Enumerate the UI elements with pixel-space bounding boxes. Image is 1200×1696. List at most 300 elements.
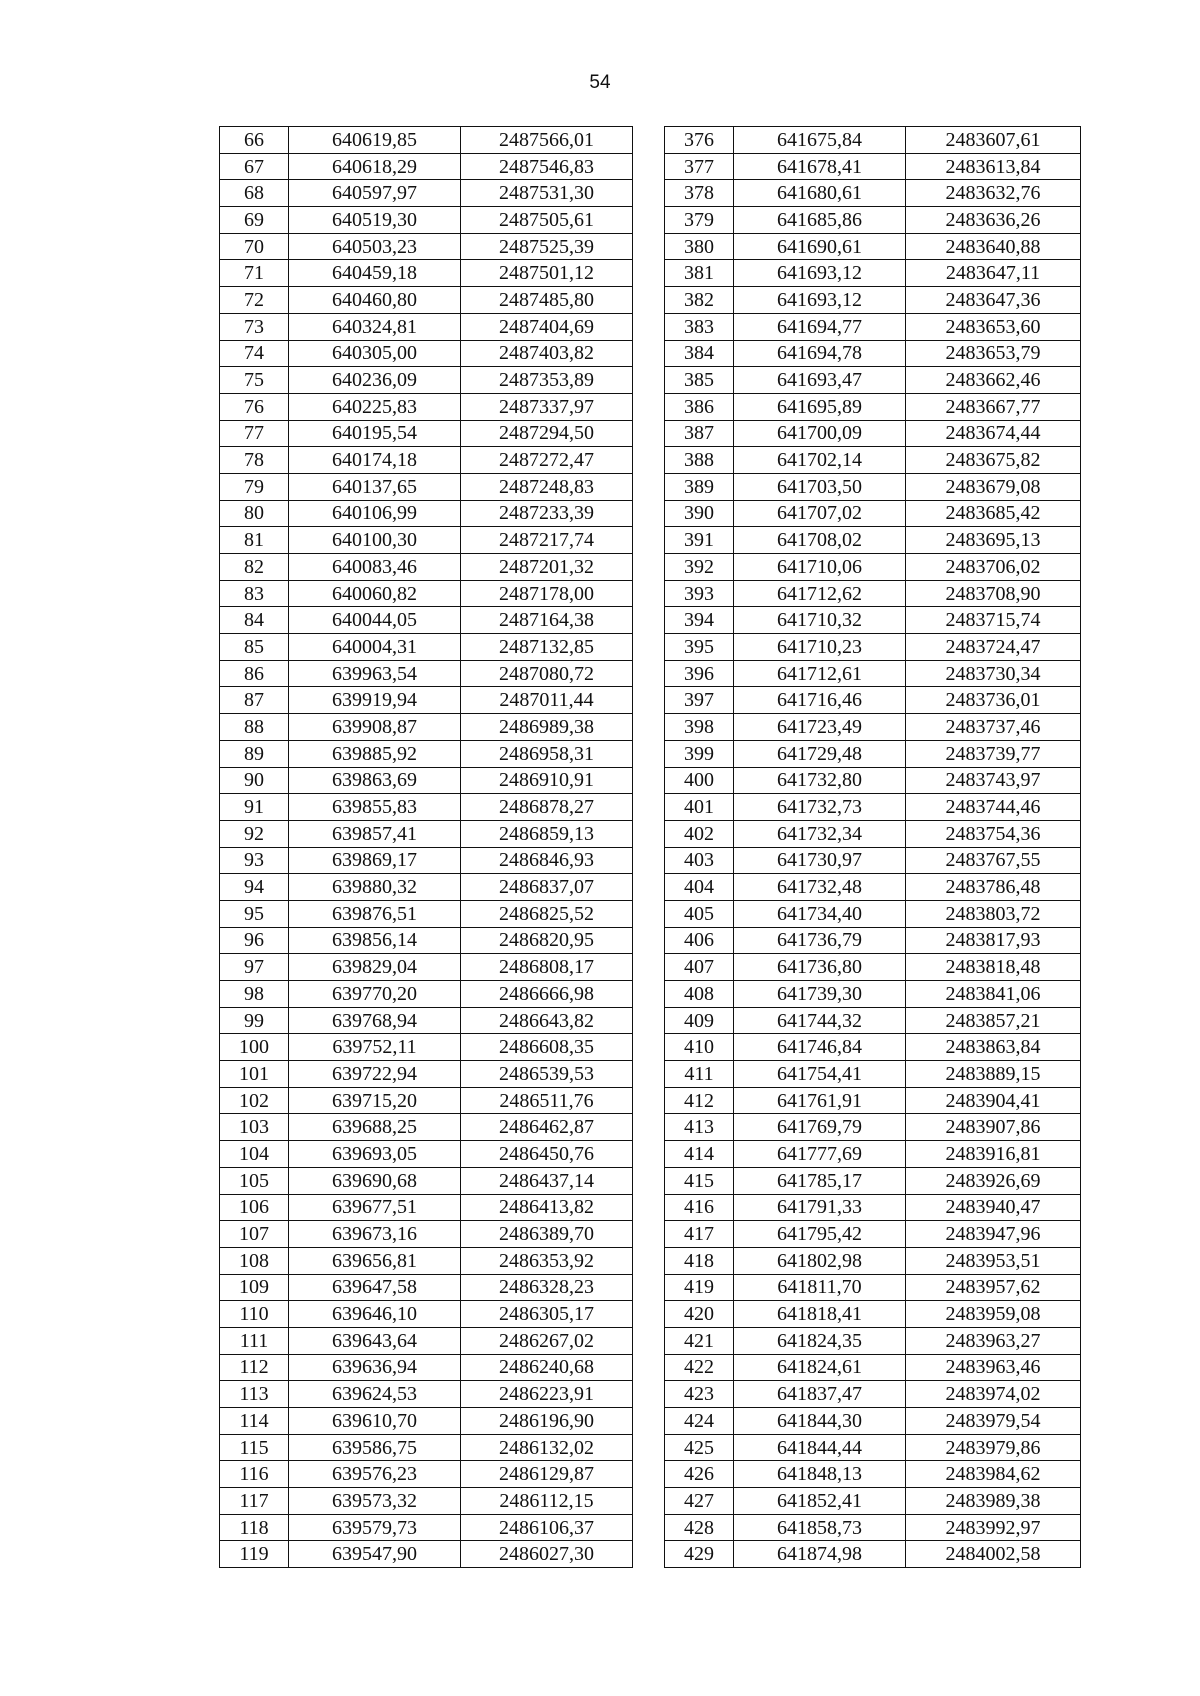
right-y-coordinate: 2483974,02: [906, 1381, 1081, 1408]
right-y-coordinate: 2483743,97: [906, 767, 1081, 794]
right-y-coordinate: 2483992,97: [906, 1514, 1081, 1541]
right-x-coordinate: 641707,02: [734, 500, 906, 527]
right-x-coordinate: 641739,30: [734, 981, 906, 1008]
column-gap: [633, 1007, 665, 1034]
right-y-coordinate: 2483695,13: [906, 527, 1081, 554]
column-gap: [633, 1354, 665, 1381]
right-x-coordinate: 641690,61: [734, 233, 906, 260]
table-row: [220, 527, 1081, 554]
right-point-number: 392: [665, 554, 734, 581]
column-gap: [633, 927, 665, 954]
right-point-number: 413: [665, 1114, 734, 1141]
left-x-coordinate: 639919,94: [289, 687, 461, 714]
column-gap: [633, 740, 665, 767]
left-y-coordinate: 2487217,74: [461, 527, 633, 554]
column-gap: [633, 607, 665, 634]
table-row: [220, 740, 1081, 767]
right-y-coordinate: 2483959,08: [906, 1301, 1081, 1328]
left-point-number: 90: [220, 767, 289, 794]
right-point-number: 402: [665, 820, 734, 847]
left-point-number: 113: [220, 1381, 289, 1408]
left-y-coordinate: 2486112,15: [461, 1488, 633, 1515]
right-point-number: 393: [665, 580, 734, 607]
right-point-number: 390: [665, 500, 734, 527]
left-y-coordinate: 2487566,01: [461, 127, 633, 154]
left-x-coordinate: 639857,41: [289, 820, 461, 847]
right-x-coordinate: 641795,42: [734, 1221, 906, 1248]
left-y-coordinate: 2487353,89: [461, 367, 633, 394]
left-point-number: 110: [220, 1301, 289, 1328]
table-row: [220, 1514, 1081, 1541]
left-y-coordinate: 2486859,13: [461, 820, 633, 847]
left-point-number: 66: [220, 127, 289, 154]
column-gap: [633, 1114, 665, 1141]
left-point-number: 95: [220, 900, 289, 927]
left-y-coordinate: 2487531,30: [461, 180, 633, 207]
right-y-coordinate: 2483916,81: [906, 1141, 1081, 1168]
left-point-number: 100: [220, 1034, 289, 1061]
table-row: [220, 1461, 1081, 1488]
column-gap: [633, 1034, 665, 1061]
table-row: [220, 313, 1081, 340]
left-y-coordinate: 2487525,39: [461, 233, 633, 260]
left-y-coordinate: 2486267,02: [461, 1327, 633, 1354]
right-point-number: 422: [665, 1354, 734, 1381]
right-y-coordinate: 2483636,26: [906, 207, 1081, 234]
column-gap: [633, 1274, 665, 1301]
table-row: [220, 1221, 1081, 1248]
right-x-coordinate: 641700,09: [734, 420, 906, 447]
left-point-number: 97: [220, 954, 289, 981]
column-gap: [633, 634, 665, 661]
left-y-coordinate: 2487337,97: [461, 393, 633, 420]
left-point-number: 116: [220, 1461, 289, 1488]
left-point-number: 112: [220, 1354, 289, 1381]
left-x-coordinate: 639856,14: [289, 927, 461, 954]
right-x-coordinate: 641693,47: [734, 367, 906, 394]
table-row: [220, 714, 1081, 741]
right-y-coordinate: 2483984,62: [906, 1461, 1081, 1488]
column-gap: [633, 1488, 665, 1515]
left-x-coordinate: 639908,87: [289, 714, 461, 741]
column-gap: [633, 1301, 665, 1328]
right-y-coordinate: 2483953,51: [906, 1247, 1081, 1274]
column-gap: [633, 714, 665, 741]
left-y-coordinate: 2487248,83: [461, 473, 633, 500]
right-x-coordinate: 641712,61: [734, 660, 906, 687]
left-x-coordinate: 639869,17: [289, 847, 461, 874]
left-y-coordinate: 2486240,68: [461, 1354, 633, 1381]
right-y-coordinate: 2483963,27: [906, 1327, 1081, 1354]
left-point-number: 91: [220, 794, 289, 821]
left-point-number: 102: [220, 1087, 289, 1114]
right-y-coordinate: 2483889,15: [906, 1061, 1081, 1088]
right-point-number: 416: [665, 1194, 734, 1221]
left-point-number: 84: [220, 607, 289, 634]
left-point-number: 67: [220, 153, 289, 180]
right-point-number: 403: [665, 847, 734, 874]
left-y-coordinate: 2486846,93: [461, 847, 633, 874]
right-point-number: 385: [665, 367, 734, 394]
right-x-coordinate: 641769,79: [734, 1114, 906, 1141]
column-gap: [633, 207, 665, 234]
left-x-coordinate: 640519,30: [289, 207, 461, 234]
right-x-coordinate: 641837,47: [734, 1381, 906, 1408]
right-point-number: 401: [665, 794, 734, 821]
left-x-coordinate: 639722,94: [289, 1061, 461, 1088]
left-x-coordinate: 639688,25: [289, 1114, 461, 1141]
right-x-coordinate: 641844,44: [734, 1434, 906, 1461]
left-x-coordinate: 640236,09: [289, 367, 461, 394]
table-row: [220, 580, 1081, 607]
table-row: [220, 900, 1081, 927]
left-x-coordinate: 640004,31: [289, 634, 461, 661]
left-y-coordinate: 2486129,87: [461, 1461, 633, 1488]
right-x-coordinate: 641848,13: [734, 1461, 906, 1488]
right-point-number: 382: [665, 287, 734, 314]
right-point-number: 412: [665, 1087, 734, 1114]
table-row: [220, 874, 1081, 901]
column-gap: [633, 180, 665, 207]
right-x-coordinate: 641824,61: [734, 1354, 906, 1381]
left-y-coordinate: 2486413,82: [461, 1194, 633, 1221]
left-y-coordinate: 2487505,61: [461, 207, 633, 234]
right-point-number: 398: [665, 714, 734, 741]
column-gap: [633, 1434, 665, 1461]
right-point-number: 419: [665, 1274, 734, 1301]
left-point-number: 93: [220, 847, 289, 874]
left-x-coordinate: 639624,53: [289, 1381, 461, 1408]
right-x-coordinate: 641680,61: [734, 180, 906, 207]
right-x-coordinate: 641732,73: [734, 794, 906, 821]
left-x-coordinate: 640083,46: [289, 554, 461, 581]
left-y-coordinate: 2486106,37: [461, 1514, 633, 1541]
column-gap: [633, 473, 665, 500]
column-gap: [633, 1408, 665, 1435]
right-point-number: 378: [665, 180, 734, 207]
table-row: [220, 954, 1081, 981]
left-y-coordinate: 2487404,69: [461, 313, 633, 340]
column-gap: [633, 900, 665, 927]
right-x-coordinate: 641844,30: [734, 1408, 906, 1435]
right-y-coordinate: 2483685,42: [906, 500, 1081, 527]
right-y-coordinate: 2483818,48: [906, 954, 1081, 981]
left-y-coordinate: 2486437,14: [461, 1167, 633, 1194]
right-y-coordinate: 2483647,36: [906, 287, 1081, 314]
left-x-coordinate: 639863,69: [289, 767, 461, 794]
column-gap: [633, 1194, 665, 1221]
left-y-coordinate: 2486666,98: [461, 981, 633, 1008]
coordinates-table-body: [220, 127, 1081, 1568]
right-point-number: 377: [665, 153, 734, 180]
right-y-coordinate: 2483647,11: [906, 260, 1081, 287]
left-x-coordinate: 640100,30: [289, 527, 461, 554]
right-y-coordinate: 2483841,06: [906, 981, 1081, 1008]
left-point-number: 77: [220, 420, 289, 447]
right-y-coordinate: 2483739,77: [906, 740, 1081, 767]
column-gap: [633, 981, 665, 1008]
column-gap: [633, 1167, 665, 1194]
left-point-number: 94: [220, 874, 289, 901]
left-x-coordinate: 640195,54: [289, 420, 461, 447]
right-x-coordinate: 641694,77: [734, 313, 906, 340]
right-point-number: 406: [665, 927, 734, 954]
table-row: [220, 1434, 1081, 1461]
left-point-number: 89: [220, 740, 289, 767]
column-gap: [633, 687, 665, 714]
table-row: [220, 820, 1081, 847]
table-row: [220, 420, 1081, 447]
right-x-coordinate: 641852,41: [734, 1488, 906, 1515]
left-point-number: 106: [220, 1194, 289, 1221]
right-x-coordinate: 641716,46: [734, 687, 906, 714]
left-y-coordinate: 2486989,38: [461, 714, 633, 741]
left-point-number: 73: [220, 313, 289, 340]
table-row: [220, 1381, 1081, 1408]
left-y-coordinate: 2486450,76: [461, 1141, 633, 1168]
table-row: [220, 127, 1081, 154]
left-point-number: 69: [220, 207, 289, 234]
left-x-coordinate: 639677,51: [289, 1194, 461, 1221]
left-point-number: 86: [220, 660, 289, 687]
left-y-coordinate: 2487501,12: [461, 260, 633, 287]
left-point-number: 75: [220, 367, 289, 394]
table-row: [220, 1541, 1081, 1568]
column-gap: [633, 1541, 665, 1568]
right-y-coordinate: 2483662,46: [906, 367, 1081, 394]
left-x-coordinate: 639885,92: [289, 740, 461, 767]
left-x-coordinate: 639646,10: [289, 1301, 461, 1328]
left-point-number: 92: [220, 820, 289, 847]
left-point-number: 107: [220, 1221, 289, 1248]
right-x-coordinate: 641702,14: [734, 447, 906, 474]
right-y-coordinate: 2483730,34: [906, 660, 1081, 687]
left-x-coordinate: 639768,94: [289, 1007, 461, 1034]
right-x-coordinate: 641858,73: [734, 1514, 906, 1541]
column-gap: [633, 313, 665, 340]
table-row: [220, 1141, 1081, 1168]
left-x-coordinate: 639576,23: [289, 1461, 461, 1488]
column-gap: [633, 1061, 665, 1088]
right-point-number: 388: [665, 447, 734, 474]
left-y-coordinate: 2486643,82: [461, 1007, 633, 1034]
table-row: [220, 287, 1081, 314]
left-point-number: 96: [220, 927, 289, 954]
left-y-coordinate: 2486820,95: [461, 927, 633, 954]
column-gap: [633, 447, 665, 474]
table-row: [220, 1114, 1081, 1141]
table-row: [220, 1167, 1081, 1194]
left-x-coordinate: 640225,83: [289, 393, 461, 420]
right-x-coordinate: 641811,70: [734, 1274, 906, 1301]
right-x-coordinate: 641785,17: [734, 1167, 906, 1194]
right-x-coordinate: 641694,78: [734, 340, 906, 367]
right-point-number: 387: [665, 420, 734, 447]
right-y-coordinate: 2483632,76: [906, 180, 1081, 207]
column-gap: [633, 340, 665, 367]
table-row: [220, 207, 1081, 234]
left-y-coordinate: 2486132,02: [461, 1434, 633, 1461]
right-x-coordinate: 641791,33: [734, 1194, 906, 1221]
table-row: [220, 554, 1081, 581]
left-x-coordinate: 640106,99: [289, 500, 461, 527]
left-x-coordinate: 639829,04: [289, 954, 461, 981]
right-point-number: 376: [665, 127, 734, 154]
column-gap: [633, 500, 665, 527]
right-y-coordinate: 2483979,86: [906, 1434, 1081, 1461]
left-x-coordinate: 640305,00: [289, 340, 461, 367]
right-y-coordinate: 2483674,44: [906, 420, 1081, 447]
table-row: [220, 634, 1081, 661]
right-x-coordinate: 641824,35: [734, 1327, 906, 1354]
right-point-number: 428: [665, 1514, 734, 1541]
right-point-number: 424: [665, 1408, 734, 1435]
left-y-coordinate: 2487233,39: [461, 500, 633, 527]
right-y-coordinate: 2483708,90: [906, 580, 1081, 607]
left-x-coordinate: 640459,18: [289, 260, 461, 287]
right-point-number: 418: [665, 1247, 734, 1274]
column-gap: [633, 1327, 665, 1354]
left-y-coordinate: 2487546,83: [461, 153, 633, 180]
right-point-number: 411: [665, 1061, 734, 1088]
left-x-coordinate: 640174,18: [289, 447, 461, 474]
left-x-coordinate: 639547,90: [289, 1541, 461, 1568]
right-y-coordinate: 2483653,60: [906, 313, 1081, 340]
table-row: [220, 847, 1081, 874]
left-point-number: 68: [220, 180, 289, 207]
right-point-number: 405: [665, 900, 734, 927]
column-gap: [633, 393, 665, 420]
column-gap: [633, 847, 665, 874]
left-y-coordinate: 2486878,27: [461, 794, 633, 821]
left-point-number: 118: [220, 1514, 289, 1541]
column-gap: [633, 954, 665, 981]
right-x-coordinate: 641746,84: [734, 1034, 906, 1061]
column-gap: [633, 287, 665, 314]
table-row: [220, 794, 1081, 821]
left-x-coordinate: 640324,81: [289, 313, 461, 340]
table-row: [220, 1301, 1081, 1328]
right-y-coordinate: 2483926,69: [906, 1167, 1081, 1194]
table-row: [220, 1274, 1081, 1301]
table-row: [220, 660, 1081, 687]
left-point-number: 85: [220, 634, 289, 661]
left-y-coordinate: 2486808,17: [461, 954, 633, 981]
left-point-number: 119: [220, 1541, 289, 1568]
right-x-coordinate: 641744,32: [734, 1007, 906, 1034]
table-row: [220, 393, 1081, 420]
left-point-number: 108: [220, 1247, 289, 1274]
column-gap: [633, 1141, 665, 1168]
right-x-coordinate: 641710,32: [734, 607, 906, 634]
left-y-coordinate: 2487080,72: [461, 660, 633, 687]
left-y-coordinate: 2486223,91: [461, 1381, 633, 1408]
right-point-number: 383: [665, 313, 734, 340]
left-point-number: 76: [220, 393, 289, 420]
left-x-coordinate: 639586,75: [289, 1434, 461, 1461]
left-x-coordinate: 639876,51: [289, 900, 461, 927]
left-point-number: 74: [220, 340, 289, 367]
left-point-number: 80: [220, 500, 289, 527]
table-row: [220, 233, 1081, 260]
left-x-coordinate: 640137,65: [289, 473, 461, 500]
left-y-coordinate: 2487403,82: [461, 340, 633, 367]
coordinates-table: [219, 126, 1081, 1568]
table-row: [220, 1087, 1081, 1114]
table-row: [220, 1327, 1081, 1354]
left-x-coordinate: 639673,16: [289, 1221, 461, 1248]
right-x-coordinate: 641818,41: [734, 1301, 906, 1328]
left-point-number: 105: [220, 1167, 289, 1194]
left-point-number: 71: [220, 260, 289, 287]
right-point-number: 421: [665, 1327, 734, 1354]
table-row: [220, 927, 1081, 954]
left-y-coordinate: 2486462,87: [461, 1114, 633, 1141]
right-x-coordinate: 641712,62: [734, 580, 906, 607]
left-x-coordinate: 639579,73: [289, 1514, 461, 1541]
right-point-number: 379: [665, 207, 734, 234]
left-x-coordinate: 640060,82: [289, 580, 461, 607]
left-y-coordinate: 2486511,76: [461, 1087, 633, 1114]
right-y-coordinate: 2484002,58: [906, 1541, 1081, 1568]
table-row: [220, 447, 1081, 474]
right-y-coordinate: 2483675,82: [906, 447, 1081, 474]
right-x-coordinate: 641675,84: [734, 127, 906, 154]
column-gap: [633, 1381, 665, 1408]
left-x-coordinate: 640503,23: [289, 233, 461, 260]
right-y-coordinate: 2483767,55: [906, 847, 1081, 874]
right-x-coordinate: 641703,50: [734, 473, 906, 500]
left-x-coordinate: 639855,83: [289, 794, 461, 821]
column-gap: [633, 153, 665, 180]
right-point-number: 404: [665, 874, 734, 901]
right-y-coordinate: 2483989,38: [906, 1488, 1081, 1515]
page-number: 54: [589, 72, 611, 93]
left-y-coordinate: 2486825,52: [461, 900, 633, 927]
column-gap: [633, 794, 665, 821]
column-gap: [633, 260, 665, 287]
right-y-coordinate: 2483947,96: [906, 1221, 1081, 1248]
table-row: [220, 153, 1081, 180]
right-point-number: 425: [665, 1434, 734, 1461]
left-point-number: 88: [220, 714, 289, 741]
left-point-number: 104: [220, 1141, 289, 1168]
right-x-coordinate: 641732,48: [734, 874, 906, 901]
left-x-coordinate: 639656,81: [289, 1247, 461, 1274]
right-point-number: 386: [665, 393, 734, 420]
column-gap: [633, 820, 665, 847]
right-x-coordinate: 641736,80: [734, 954, 906, 981]
table-row: [220, 687, 1081, 714]
left-y-coordinate: 2486328,23: [461, 1274, 633, 1301]
right-y-coordinate: 2483667,77: [906, 393, 1081, 420]
right-y-coordinate: 2483957,62: [906, 1274, 1081, 1301]
table-row: [220, 473, 1081, 500]
left-x-coordinate: 639752,11: [289, 1034, 461, 1061]
left-x-coordinate: 640597,97: [289, 180, 461, 207]
left-x-coordinate: 639963,54: [289, 660, 461, 687]
left-x-coordinate: 639573,32: [289, 1488, 461, 1515]
right-y-coordinate: 2483679,08: [906, 473, 1081, 500]
left-y-coordinate: 2486027,30: [461, 1541, 633, 1568]
right-x-coordinate: 641729,48: [734, 740, 906, 767]
left-y-coordinate: 2486305,17: [461, 1301, 633, 1328]
column-gap: [633, 554, 665, 581]
left-x-coordinate: 639643,64: [289, 1327, 461, 1354]
left-y-coordinate: 2487011,44: [461, 687, 633, 714]
right-point-number: 399: [665, 740, 734, 767]
table-row: [220, 1007, 1081, 1034]
